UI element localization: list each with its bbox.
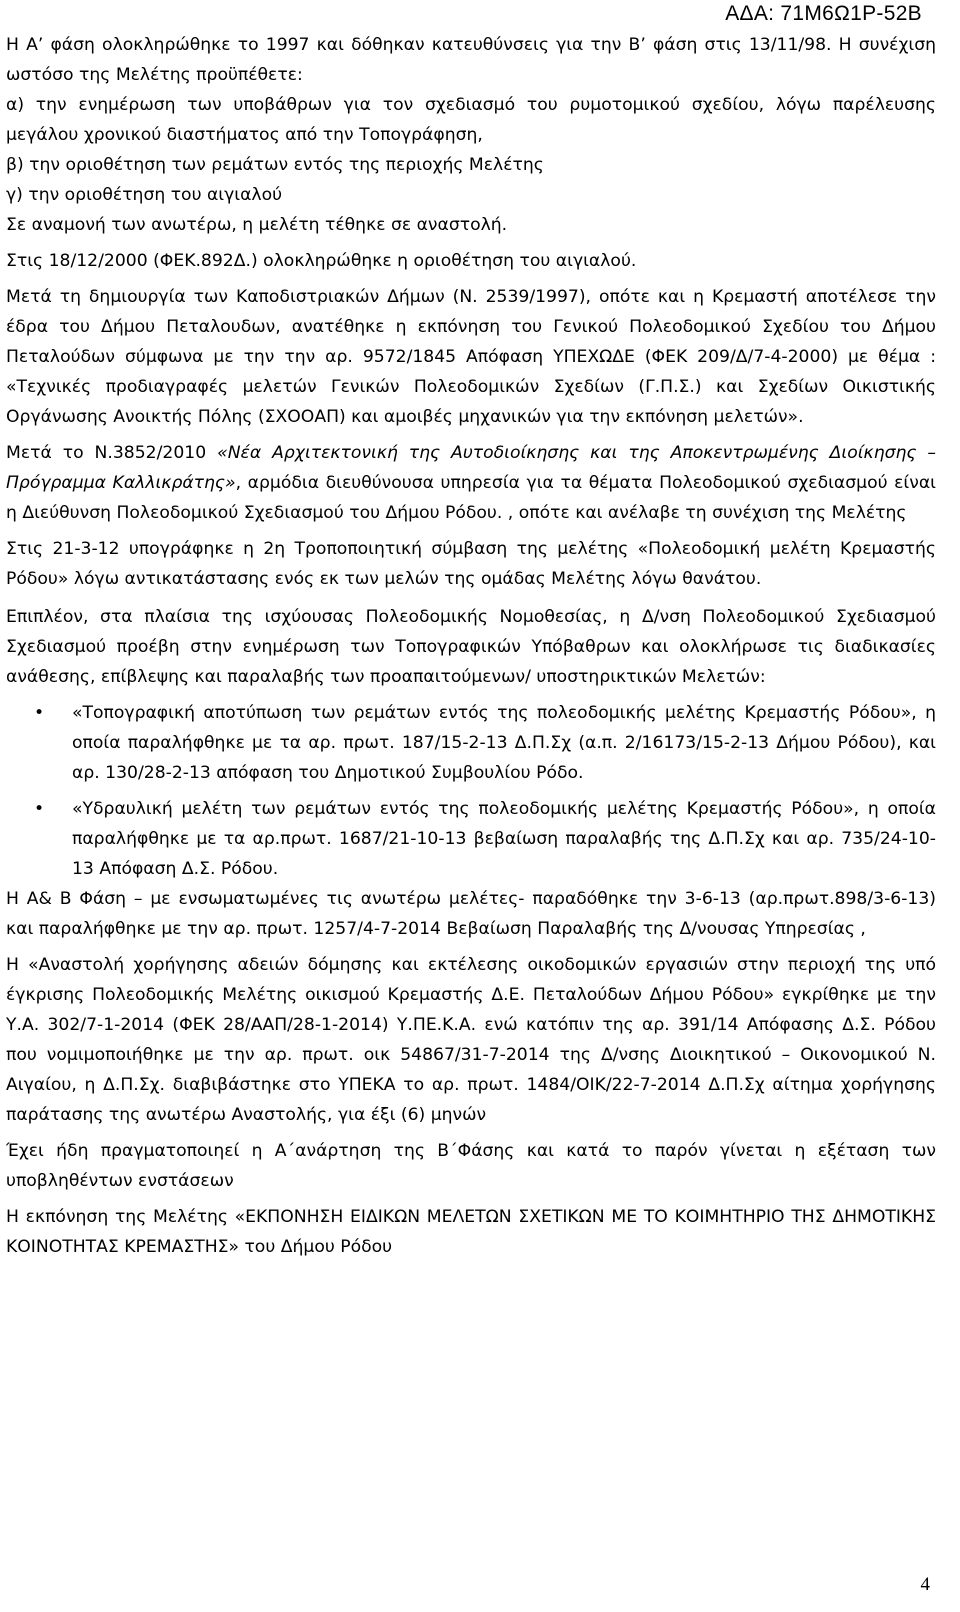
paragraph-item-b: β) την οριοθέτηση των ρεμάτων εντός της περιοχής Μελέτης [6,155,544,175]
paragraph-suspension: Σε αναμονή των ανωτέρω, η μελέτη τέθηκε σε αναστολή. [6,215,508,235]
document-body [6,30,936,1262]
page-number: 4 [920,1574,930,1595]
paragraph-cemetery: Η εκπόνηση της Μελέτης «ΕΚΠΟΝΗΣΗ ΕΙΔΙΚΩΝ ΜΕΛΕΤΩΝ ΣΧΕΤΙΚΩΝ ΜΕ ΤΟ ΚΟΙΜΗΤΗΡΙΟ ΤΗΣ ΔΗΜΟΤΙΚΗΣ ΚΟΙΝΟΤΗΤΑΣ ΚΡΕΜΑΣΤΗΣ» του Δήμου Ρόδου [6,1207,936,1257]
list-item-hydraulic: • «Υδραυλική μελέτη των ρεμάτων εντός της πολεοδομικής μελέτης Κρεμαστής Ρόδου», η οποία παραλήφθηκε με τα αρ.πρωτ. 1687/21-10-13 βεβαίωση παραλαβής της Δ.Π.Σχ και αρ. 735/24-10-13 Απόφαση Δ.Σ. Ρόδου. [6,794,936,884]
law-reference: Μετά το Ν.3852/2010 [6,443,218,463]
paragraph-phase-ab: Η Α& Β Φάση – με ενσωματωμένες τις ανωτέρω μελέτες- παραδόθηκε την 3-6-13 (αρ.πρωτ.898/3-6-13) και παραλήφθηκε με την αρ. πρωτ. 1257/4-7-2014 Βεβαίωση Παραλαβής της Δ/νουσας Υπηρεσίας , [6,889,936,939]
ada-code: ΑΔΑ: 71Μ6Ω1Ρ-52Β [725,2,922,25]
paragraph-amendment: Στις 21-3-12 υπογράφηκε η 2η Τροποποιητική σύμβαση της μελέτης «Πολεοδομική μελέτη Κρεμαστής Ρόδου» λόγω αντικατάστασης ενός εκ των μελών της ομάδας Μελέτης λόγω θανάτου. [6,539,936,589]
studies-list [6,698,936,884]
paragraph-aigialos: Στις 18/12/2000 (ΦΕΚ.892Δ.) ολοκληρώθηκε η οριοθέτηση του αιγιαλού. [6,251,637,271]
paragraph-item-a: α) την ενημέρωση των υποβάθρων για τον σχεδιασμό του ρυμοτομικού σχεδίου, λόγω παρέλευσης μεγάλου χρονικού διαστήματος από την Τοπογράφηση, [6,95,936,145]
paragraph-phase-a: Η Α’ φάση ολοκληρώθηκε το 1997 και δόθηκαν κατευθύνσεις για την Β’ φάση στις 13/11/98. Η συνέχιση ωστόσο της Μελέτης προϋπέθετε: [6,35,936,85]
paragraph-kapodistrias: Μετά τη δημιουργία των Καποδιστριακών Δήμων (Ν. 2539/1997), οπότε και η Κρεμαστή αποτέλεσε την έδρα του Δήμου Πεταλουδων, ανατέθηκε η εκπόνηση του Γενικού Πολεοδομικού Σχεδίου του Δήμου Πεταλούδων σύμφωνα με την την αρ. 9572/1845 Απόφαση ΥΠΕΧΩΔΕ (ΦΕΚ 209/Δ/7-4-2000) με θέμα : «Τεχνικές προδιαγραφές μελετών Γενικών Πολεοδομικών Σχεδίων (Γ.Π.Σ.) και Σχεδίων Οικιστικής Οργάνωσης Ανοικτής Πόλης (ΣΧΟΟΑΠ) και αμοιβές μηχανικών για την εκπόνηση μελετών». [6,287,936,427]
paragraph-posting: Έχει ήδη πραγματοποιηεί η Α΄ανάρτηση της Β΄Φάσης και κατά το παρόν γίνεται η εξέταση των υποβληθέντων ενστάσεων [6,1141,936,1191]
paragraph-permit-suspension: Η «Αναστολή χορήγησης αδειών δόμησης και εκτέλεσης οικοδομικών εργασιών στην περιοχή της υπό έγκρισης Πολεοδομικής Μελέτης οικισμού Κρεμαστής Δ.Ε. Πεταλούδων Δήμου Ρόδου» εγκρίθηκε με την Υ.Α. 302/7-1-2014 (ΦΕΚ 28/ΑΑΠ/28-1-2014) Υ.ΠΕ.Κ.Α. ενώ κατόπιν της αρ. 391/14 Απόφασης Δ.Σ. Ρόδου που νομιμοποιήθηκε με την αρ. πρωτ. οικ 54867/31-7-2014 της Δ/νσης Διοικητικού – Οικονομικού Ν. Αιγαίου, η Δ.Π.Σχ. διαβιβάστηκε στο ΥΠΕΚΑ το αρ. πρωτ. 1484/ΟΙΚ/22-7-2014 Δ.Π.Σχ αίτημα χορήγησης παράτασης της ανωτέρω Αναστολής, για έξι (6) μηνών [6,955,936,1125]
list-item-topographic: • «Τοπογραφική αποτύπωση των ρεμάτων εντός της πολεοδομικής μελέτης Κρεμαστής Ρόδου», η οποία παραλήφθηκε με τα αρ. πρωτ. 187/15-2-13 Δ.Π.Σχ (α.π. 2/16173/15-2-13 Δήμου Ρόδου), και αρ. 130/28-2-13 απόφαση του Δημοτικού Συμβουλίου Ρόδο. [6,698,936,788]
paragraph-kallikratis-rest: , αρμόδια διευθύνουσα υπηρεσία για τα θέματα Πολεοδομικού σχεδιασμού είναι η Διεύθυνση Πολεοδομικού Σχεδιασμού του Δήμου Ρόδου. , οπότε και ανέλαβε τη συνέχιση της Μελέτης [6,473,936,523]
law-title-italic: «Νέα Αρχιτεκτονική της Αυτοδιοίκησης και της Αποκεντρωμένης Διοίκησης –Πρόγραμμα Καλλικράτης» [6,443,936,493]
paragraph-studies-intro: Επιπλέον, στα πλαίσια της ισχύουσας Πολεοδομικής Νομοθεσίας, η Δ/νση Πολεοδομικού Σχεδιασμού Σχεδιασμού προέβη στην ενημέρωση των Τοπογραφικών Υπόβαθρων και ολοκλήρωσε τις διαδικασίες ανάθεσης, επίβλεψης και παραλαβής των προαπαιτούμενων/ υποστηρικτικών Μελετών: [6,607,936,687]
paragraph-kallikratis [6,438,936,528]
paragraph-item-c: γ) την οριοθέτηση του αιγιαλού [6,185,283,205]
